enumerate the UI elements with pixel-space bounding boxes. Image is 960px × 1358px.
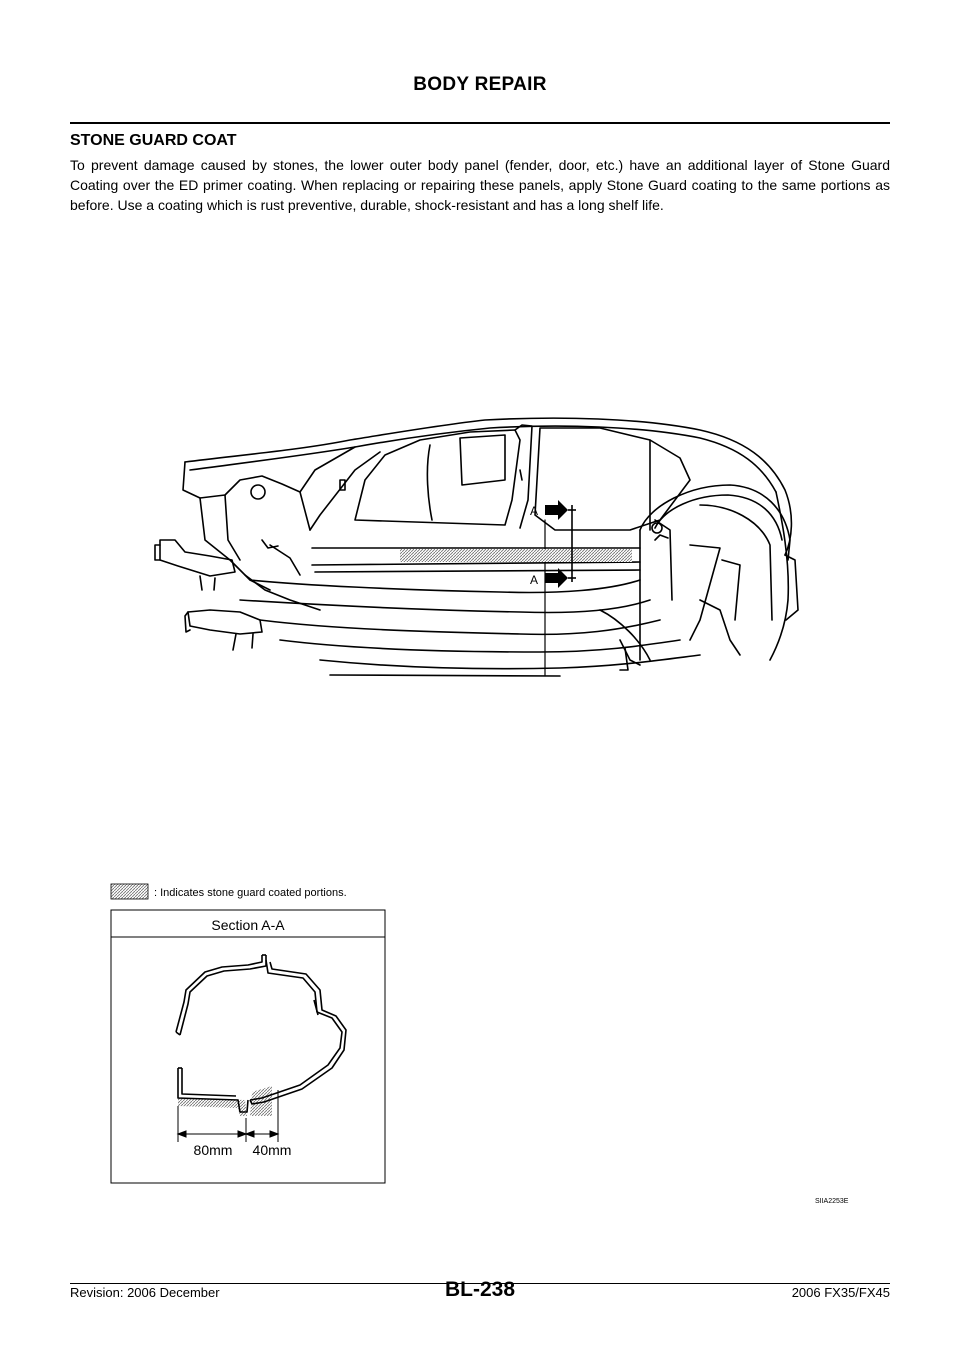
section-aa-title: Section A-A [211, 917, 285, 933]
footer-model: 2006 FX35/FX45 [791, 1285, 890, 1300]
footer-revision: Revision: 2006 December [70, 1285, 220, 1300]
section-heading: STONE GUARD COAT [70, 132, 237, 149]
section-paragraph: To prevent damage caused by stones, the lower outer body panel (fender, door, etc.) have an additional layer of Stone Guard Coating over the ED primer coating. When replacing or repairing these panels, apply Stone Guard coating to the same portions as before. Use a coating which is rust preventive, durable, shock-resistant and has a long shelf life. [70, 157, 890, 213]
marker-a-upper: A [530, 504, 539, 518]
legend-text: : Indicates stone guard coated portions. [154, 887, 347, 899]
footer-page-number: BL-238 [444, 1278, 516, 1301]
page-header-title: BODY REPAIR [413, 74, 547, 95]
dimension-80mm: 80mm [193, 1142, 233, 1158]
stone-guard-sill-band [400, 549, 632, 562]
marker-a-lower: A [530, 573, 539, 587]
dimension-40mm: 40mm [252, 1142, 292, 1158]
figure-code: SIIA2253E [815, 1198, 849, 1205]
section-aa-inset [111, 910, 385, 1183]
vehicle-body-drawing [155, 418, 798, 676]
legend-hatch-swatch [111, 884, 148, 899]
